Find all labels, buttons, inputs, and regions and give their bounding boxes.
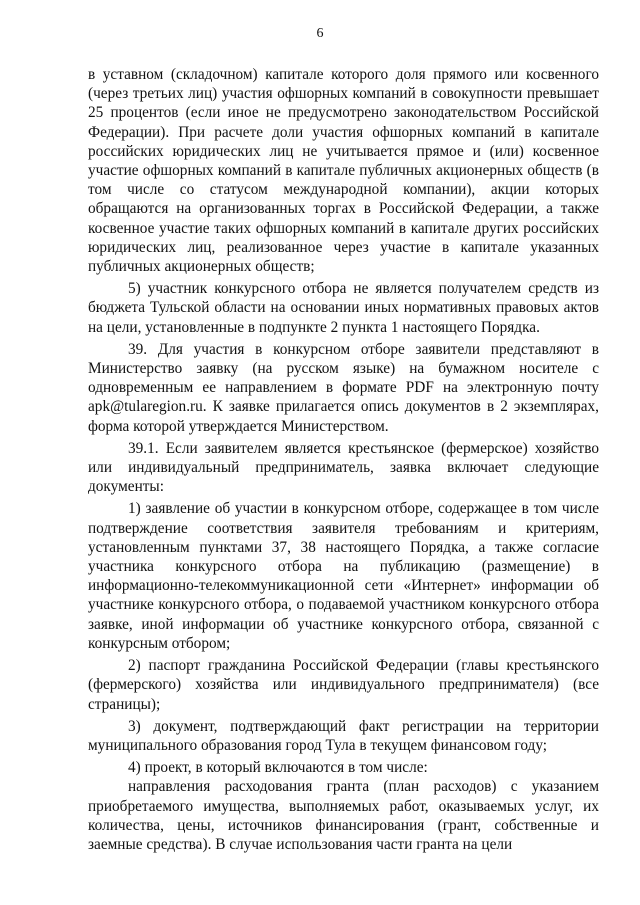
paragraph-39-1: 39.1. Если заявителем является крестьянское (фермерское) хозяйство или индивидуальный предприниматель, заявка включает следующие документы: [88,439,599,496]
paragraph-item-3: 3) документ, подтверждающий факт регистрации на территории муниципального образования город Тула в текущем финансовом году; [88,717,599,754]
paragraph-item-2: 2) паспорт гражданина Российской Федерации (главы крестьянского (фермерского) хозяйства или индивидуального предпринимателя) (все страницы); [88,657,599,713]
paragraph-item-1: 1) заявление об участии в конкурсном отборе, содержащее в том числе подтверждение соответствия заявителя требованиям и критериям, установленным пунктами 37, 38 настоящего Порядка, а также согласие участника конкурсного отбора на публикацию (размещение) в информационно-телекоммуникационной сети «Интернет» информации об участнике конкурсного отбора, о подаваемой участником конкурсного отбора заявке, иной информации об участнике конкурсного отбора, связанной с конкурсным отбором; [88,500,599,652]
paragraph-offshore-participation: в уставном (складочном) капитале которого доля прямого или косвенного (через третьих лиц) участия офшорных компаний в совокупности превышает 25 процентов (если иное не предусмотрено законодательством Российской Федерации). При расчете доли участия офшорных компаний в капитале российских юридических лиц не учитывается прямое и (или) косвенное участие офшорных компаний в капитале публичных акционерных обществ (в том числе со статусом международной компании), акции которых обращаются на организованных торгах в Российской Федерации, а также косвенное участие таких офшорных компаний в капитале других российских юридических лиц, реализованное через участие в капитале указанных публичных акционерных обществ; [88,66,599,276]
paragraph-item-5: 5) участник конкурсного отбора не является получателем средств из бюджета Тульской области на основании иных нормативных правовых актов на цели, установленные в подпункте 2 пункта 1 настоящего Порядка. [88,280,599,336]
paragraph-item-4: 4) проект, в который включаются в том числе: [128,759,428,777]
document-body [88,65,599,854]
paragraph-39: 39. Для участия в конкурсном отборе заявители представляют в Министерство заявку (на русском языке) на бумажном носителе с одновременным ее направлением в формате PDF на электронную почту apk@tularegion.ru. К заявке прилагается опись документов в 2 экземплярах, форма которой утверждается Министерством. [88,340,599,435]
paragraph-grant-directions: направления расходования гранта (план расходов) с указанием приобретаемого имущества, выполняемых работ, оказываемых услуг, их количества, цены, источников финансирования (грант, собственные и заемные средства). В случае использования части гранта на цели [88,778,599,853]
page-number: 6 [316,26,324,41]
